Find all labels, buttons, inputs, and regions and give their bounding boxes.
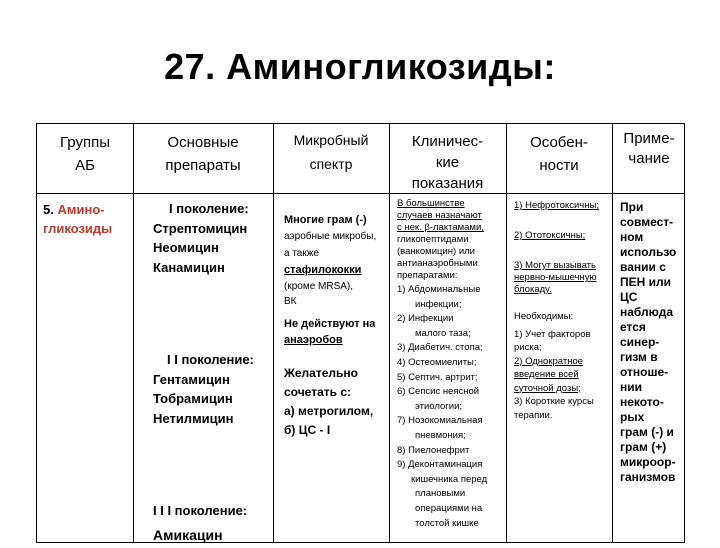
features-block — [514, 230, 585, 242]
header-drugs-line: Основные — [167, 134, 239, 151]
column-divider — [612, 124, 613, 542]
drug-item: Канамицин — [153, 259, 225, 275]
spectrum-line: (кроме MRSA), — [284, 281, 354, 292]
indication-item: толстой кишке — [415, 517, 479, 529]
needed-item: 2) Однократное — [514, 355, 584, 367]
header-indications — [389, 131, 506, 194]
column-divider — [133, 124, 134, 542]
note-line: ПЕН или — [620, 275, 672, 289]
features-block — [514, 260, 597, 296]
feature-item: 3) Могут вызывать — [514, 260, 596, 271]
header-spectrum-line: Микробный — [293, 132, 369, 148]
indication-item: 3) Диабетич. стопа; — [397, 342, 483, 354]
antibiotics-table — [36, 123, 685, 543]
header-drugs — [133, 131, 273, 177]
needed-item: введение всей — [514, 369, 579, 380]
header-spectrum-line: спектр — [309, 156, 353, 172]
note-line: отноше- — [620, 365, 669, 379]
generation-2 — [153, 350, 254, 428]
note-line: микроор- — [620, 455, 676, 469]
header-indications-line: кие — [435, 154, 460, 171]
header-groups-line: АБ — [75, 157, 95, 174]
note-line: ЦС — [620, 290, 638, 304]
note-line: ется — [620, 320, 646, 334]
indication-line: (ванкомицин) или — [397, 246, 475, 257]
group-name-line2: гликозиды — [43, 221, 113, 236]
indication-line: препаратами: — [397, 270, 458, 281]
generation-1-title: I поколение: — [169, 201, 249, 216]
note-line: наблюда — [620, 305, 674, 319]
indication-item: этиологии; — [415, 400, 463, 412]
note-line: гизм в — [620, 350, 658, 364]
indication-item: операциями на — [415, 502, 483, 514]
note-line: При — [620, 200, 644, 214]
header-notes — [612, 129, 686, 169]
notes-block — [620, 200, 676, 485]
indication-item: пневмония; — [415, 429, 466, 441]
needed-item: риска; — [514, 342, 542, 353]
feature-item: блокаду. — [514, 284, 552, 295]
note-line: рых — [620, 410, 645, 424]
combine-line: б) ЦС - I — [284, 423, 331, 437]
drug-item: Стрептомицин — [153, 220, 248, 236]
feature-item: нервно-мышечную — [514, 272, 597, 283]
spectrum-line: Многие грам (-) — [284, 214, 367, 226]
note-line: использо — [620, 245, 677, 259]
drug-item: Неомицин — [153, 240, 219, 255]
note-line: ном — [620, 230, 644, 244]
indication-item: 7) Нозокомиальная — [397, 415, 483, 427]
needed-item: 1) Учет факторов — [514, 328, 591, 340]
drug-item: Амикацин — [153, 527, 223, 543]
header-features-line: Особен- — [530, 134, 588, 151]
generation-3-title: I I I поколение: — [153, 503, 248, 518]
indication-item: 1) Абдоминальные — [397, 284, 481, 295]
group-name — [43, 200, 112, 238]
indication-item: 9) Деконтаминация — [397, 459, 483, 471]
header-spectrum — [273, 128, 389, 176]
header-groups-line: Группы — [60, 134, 110, 151]
spectrum-line: а также — [284, 248, 319, 259]
note-line: вании с — [620, 260, 666, 274]
header-notes-line: Приме- — [623, 130, 675, 147]
spectrum-line: стафилококки — [284, 264, 362, 276]
column-divider — [273, 124, 274, 542]
header-groups — [37, 131, 133, 177]
drug-item: Тобрамицин — [153, 391, 233, 406]
indication-item: 5) Септич. артрит; — [397, 371, 478, 383]
indication-line: В большинстве — [397, 198, 465, 209]
indication-item: кишечника перед — [411, 473, 488, 485]
spectrum-line: ВК — [284, 296, 297, 307]
indication-item: инфекции; — [415, 298, 462, 310]
generation-3 — [153, 498, 247, 548]
page-title: 27. Аминогликозиды: — [164, 46, 556, 87]
indications-intro — [397, 198, 503, 282]
header-notes-line: чание — [628, 150, 670, 167]
needed-item: 3) Короткие курсы — [514, 396, 594, 407]
header-drugs-line: препараты — [165, 157, 241, 174]
drug-item: Гентамицин — [153, 371, 230, 387]
indications-list — [397, 283, 503, 531]
note-line: грам (-) и — [620, 425, 674, 439]
indication-line: с нек. β-лактамами, — [397, 222, 484, 233]
no-effect-note — [284, 316, 375, 348]
generation-2-title: I I поколение: — [167, 352, 254, 367]
group-name-line1: Амино- — [57, 202, 105, 217]
group-number: 5. — [43, 202, 54, 217]
indication-item: 6) Сепсис неясной — [397, 386, 480, 398]
no-effect-line: анаэробов — [284, 334, 343, 346]
indication-item: малого таза; — [415, 327, 471, 339]
needed-block — [514, 310, 594, 422]
note-line: совмест- — [620, 215, 674, 229]
feature-item: 2) Ототоксичны; — [514, 230, 586, 241]
generation-1 — [153, 199, 249, 277]
spectrum-block — [284, 212, 376, 309]
header-indications-line: показания — [411, 175, 484, 192]
note-line: ганизмов — [620, 470, 676, 484]
combine-line: а) метрогилом, — [284, 404, 374, 418]
needed-title: Необходимы: — [514, 311, 574, 322]
note-line: некото- — [620, 395, 664, 409]
feature-item: 1) Нефротоксичны; — [514, 200, 599, 211]
indication-line: случаев назначают — [397, 210, 482, 221]
needed-item: терапии. — [514, 409, 553, 421]
indication-line: антианаэробными — [397, 258, 478, 269]
column-divider — [506, 124, 507, 542]
indication-line: гликопептидами — [397, 234, 469, 245]
needed-item: суточной дозы; — [514, 382, 581, 394]
note-line: синер- — [620, 335, 660, 349]
indication-item: 4) Остеомиелиты; — [397, 356, 477, 368]
spectrum-line: аэробные микробы, — [284, 231, 377, 242]
combine-line: Желательно — [284, 366, 358, 380]
note-line: грам (+) — [620, 440, 667, 454]
features-block — [514, 200, 599, 212]
header-features-line: ности — [539, 157, 579, 174]
header-features — [506, 131, 612, 177]
indication-item: плановыми — [415, 488, 466, 500]
header-divider — [37, 193, 684, 194]
no-effect-line: Не действуют на — [284, 318, 376, 330]
header-indications-line: Клиничес- — [411, 133, 484, 150]
combine-line: сочетать с: — [284, 385, 351, 399]
drug-item: Нетилмицин — [153, 410, 234, 426]
note-line: нии — [620, 380, 643, 394]
combine-note — [284, 364, 373, 440]
indication-item: 2) Инфекции — [397, 313, 454, 325]
indication-item: 8) Пиелонефрит — [397, 444, 470, 456]
